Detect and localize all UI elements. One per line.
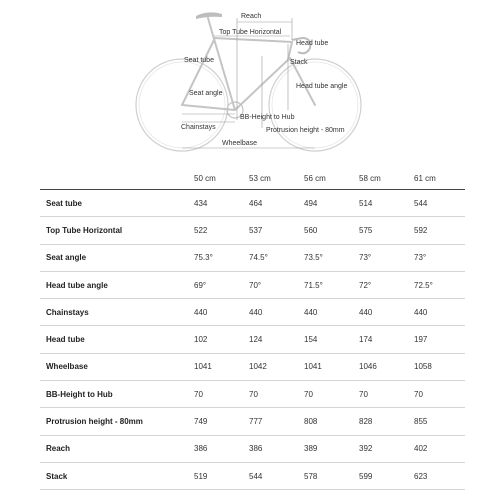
table-row	[40, 381, 465, 408]
table-cell: 808	[300, 408, 355, 435]
top-tube-line	[214, 38, 292, 42]
table-row	[40, 244, 465, 271]
table-cell: 73°	[410, 244, 465, 271]
table-cell: 386	[245, 435, 300, 462]
table-cell: 154	[300, 326, 355, 353]
table-cell: 402	[410, 435, 465, 462]
size-header: 61 cm	[410, 168, 465, 190]
size-header-row	[40, 168, 465, 190]
table-cell: 70	[355, 381, 410, 408]
row-label: BB-Height to Hub	[40, 381, 190, 408]
table-cell: 828	[355, 408, 410, 435]
table-cell: 1042	[245, 353, 300, 380]
table-cell: 72°	[355, 271, 410, 298]
row-label: Seat tube	[40, 190, 190, 217]
table-cell: 440	[245, 299, 300, 326]
row-label: Reach	[40, 435, 190, 462]
seatpost-line	[208, 18, 212, 32]
table-cell: 855	[410, 408, 465, 435]
table-row	[40, 408, 465, 435]
table-cell: 197	[410, 326, 465, 353]
header-blank	[40, 168, 190, 190]
bike-geometry-svg	[0, 0, 500, 160]
table-cell: 174	[355, 326, 410, 353]
table-cell: 522	[190, 217, 245, 244]
table-cell: 544	[410, 190, 465, 217]
table-row	[40, 299, 465, 326]
table-cell: 70	[190, 381, 245, 408]
bb-height-label: BB-Height to Hub	[240, 114, 295, 121]
table-cell: 575	[355, 217, 410, 244]
table-row	[40, 271, 465, 298]
chainstays-label: Chainstays	[181, 124, 216, 131]
table-cell: 102	[190, 326, 245, 353]
table-row	[40, 462, 465, 489]
table-cell: 578	[300, 462, 355, 489]
size-header: 53 cm	[245, 168, 300, 190]
stack-label: Stack	[290, 59, 308, 66]
wheelbase-label: Wheelbase	[222, 140, 258, 147]
down-tube-line	[235, 58, 290, 110]
table-cell: 1058	[410, 353, 465, 380]
row-label: Chainstays	[40, 299, 190, 326]
table-row	[40, 217, 465, 244]
head-tube-label: Head tube	[296, 40, 329, 47]
table-cell: 1041	[190, 353, 245, 380]
head-tube-angle-label: Head tube angle	[296, 83, 348, 90]
row-label: Head tube	[40, 326, 190, 353]
bike-geometry-diagram	[0, 0, 500, 160]
table-cell: 70	[300, 381, 355, 408]
table-cell: 69°	[190, 271, 245, 298]
table-cell: 494	[300, 190, 355, 217]
seat-angle-label: Seat angle	[189, 90, 223, 97]
geometry-table	[40, 168, 465, 490]
table-cell: 519	[190, 462, 245, 489]
size-header: 56 cm	[300, 168, 355, 190]
table-cell: 777	[245, 408, 300, 435]
size-header: 58 cm	[355, 168, 410, 190]
table-row	[40, 435, 465, 462]
table-cell: 71.5°	[300, 271, 355, 298]
table-cell: 392	[355, 435, 410, 462]
table-row	[40, 190, 465, 217]
table-cell: 70°	[245, 271, 300, 298]
table-cell: 70	[245, 381, 300, 408]
table-cell: 440	[190, 299, 245, 326]
seat-tube-line	[212, 32, 235, 110]
table-cell: 749	[190, 408, 245, 435]
table-row	[40, 353, 465, 380]
row-label: Top Tube Horizontal	[40, 217, 190, 244]
table-cell: 389	[300, 435, 355, 462]
table-cell: 537	[245, 217, 300, 244]
row-label: Protrusion height - 80mm	[40, 408, 190, 435]
table-cell: 1041	[300, 353, 355, 380]
size-header: 50 cm	[190, 168, 245, 190]
top-tube-label: Top Tube Horizontal	[219, 29, 282, 36]
row-label: Wheelbase	[40, 353, 190, 380]
table-cell: 592	[410, 217, 465, 244]
table-cell: 440	[300, 299, 355, 326]
table-cell: 514	[355, 190, 410, 217]
protrusion-label: Protrusion height - 80mm	[266, 127, 345, 134]
table-cell: 440	[355, 299, 410, 326]
reach-label: Reach	[241, 13, 262, 20]
table-cell: 70	[410, 381, 465, 408]
table-cell: 124	[245, 326, 300, 353]
table-cell: 544	[245, 462, 300, 489]
table-cell: 560	[300, 217, 355, 244]
table-row	[40, 326, 465, 353]
row-label: Head tube angle	[40, 271, 190, 298]
table-cell: 73°	[355, 244, 410, 271]
table-cell: 1046	[355, 353, 410, 380]
table-cell: 74.5°	[245, 244, 300, 271]
table-cell: 72.5°	[410, 271, 465, 298]
table-cell: 434	[190, 190, 245, 217]
table-cell: 386	[190, 435, 245, 462]
table-cell: 623	[410, 462, 465, 489]
table-cell: 73.5°	[300, 244, 355, 271]
seat-tube-label: Seat tube	[184, 57, 214, 64]
table-cell: 440	[410, 299, 465, 326]
row-label: Seat angle	[40, 244, 190, 271]
row-label: Stack	[40, 462, 190, 489]
table-cell: 75.3°	[190, 244, 245, 271]
table-cell: 464	[245, 190, 300, 217]
table-cell: 599	[355, 462, 410, 489]
